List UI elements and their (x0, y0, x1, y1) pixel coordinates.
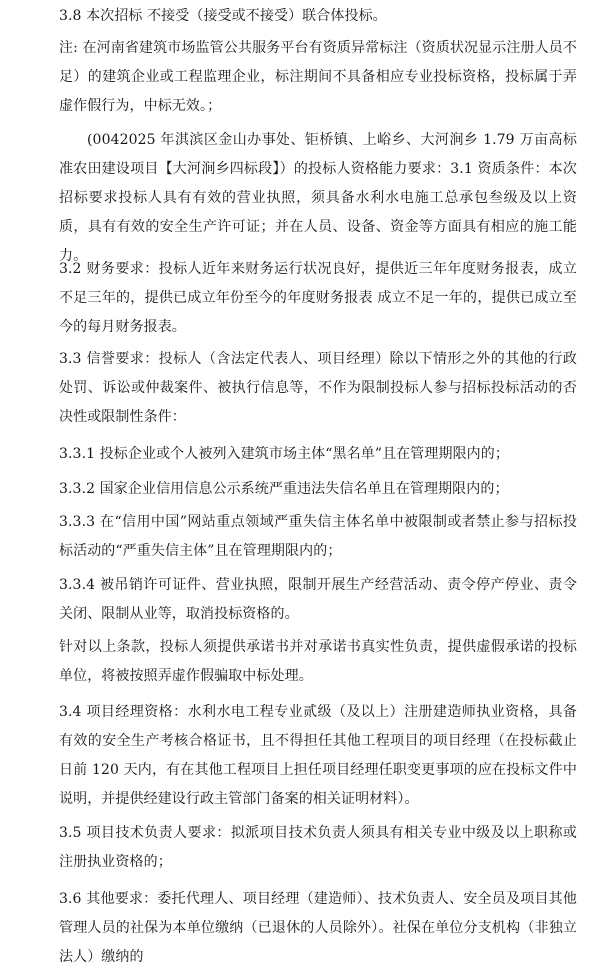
paragraph-text: 3.3.3 在“信用中国”网站重点领域严重失信主体名单中被限制或者禁止参与招标投标活动的“严重失信主体”且在管理期限内的； (59, 514, 577, 559)
paragraph-3-3 (59, 345, 577, 432)
paragraph-text: 3.4 项目经理资格：水利水电工程专业贰级（及以上）注册建造师执业资格，具备有效的安全生产考核合格证书，且不得担任其他工程项目的项目经理（在投标截止日前 120 天内，有在其他工程项目上担任项目经理任职变更事项的应在投标文件中说明，并提供经建设行政主管部门备案的相关证明材料）。 (59, 704, 577, 807)
paragraph-3-8 (59, 2, 577, 31)
paragraph-text: 3.3.2 国家企业信用信息公示系统严重违法失信名单且在管理期限内的； (59, 481, 509, 497)
paragraph-3-4 (59, 698, 577, 814)
paragraph-project-requirements (59, 126, 577, 271)
paragraph-3-3-2 (59, 475, 577, 504)
paragraph-text: (0042025 年淇滨区金山办事处、钜桥镇、上峪乡、大河涧乡 1.79 万亩高标准农田建设项目【大河涧乡四标段】）的投标人资格能力要求：3.1 资质条件：本次招标要求投标人具有有效的营业执照，须具备水利水电施工总承包叁级及以上资质，具有有效的安全生产许可证；并在人员、设备、资金等方面具有相应的施工能力。 (59, 132, 577, 264)
paragraph-text: 3.2 财务要求：投标人近年来财务运行状况良好，提供近三年年度财务报表，成立不足三年的，提供已成立年份至今的年度财务报表 成立不足一年的，提供已成立至今的每月财务报表。 (59, 261, 577, 335)
paragraph-3-6 (59, 885, 577, 972)
paragraph-text: 3.5 项目技术负责人要求：拟派项目技术负责人须具有相关专业中级及以上职称或注册执业资格的； (59, 825, 577, 870)
paragraph-3-5 (59, 819, 577, 877)
paragraph-3-2 (59, 255, 577, 342)
paragraph-text: 3.3.1 投标企业或个人被列入建筑市场主体“黑名单”且在管理期限内的； (59, 446, 509, 462)
paragraph-text: 3.8 本次招标 不接受（接受或不接受）联合体投标。 (59, 8, 387, 24)
paragraph-text: 注: 在河南省建筑市场监管公共服务平台有资质异常标注（资质状况显示注册人员不足）的建筑企业或工程监理企业，标注期间不具备相应专业投标资格，投标属于弄虚作假行为，中标无效。； (59, 40, 577, 114)
paragraph-text: 3.6 其他要求：委托代理人、项目经理（建造师）、技术负责人、安全员及项目其他管理人员的社保为本单位缴纳（已退休的人员除外）。社保在单位分支机构（非独立法人）缴纳的 (59, 891, 577, 965)
paragraph-commitment (59, 633, 577, 691)
paragraph-text: 3.3 信誉要求：投标人（含法定代表人、项目经理）除以下情形之外的其他的行政处罚、诉讼或仲裁案件、被执行信息等，不作为限制投标人参与招标投标活动的否决性或限制性条件： (59, 351, 577, 425)
paragraph-3-3-4 (59, 571, 577, 629)
paragraph-3-3-1 (59, 440, 577, 469)
paragraph-text: 3.3.4 被吊销许可证件、营业执照，限制开展生产经营活动、责令停产停业、责令关闭、限制从业等，取消投标资格的。 (59, 577, 577, 622)
paragraph-text: 针对以上条款，投标人须提供承诺书并对承诺书真实性负责，提供虚假承诺的投标单位，将被按照弄虚作假骗取中标处理。 (59, 639, 577, 684)
paragraph-note (59, 34, 577, 121)
paragraph-3-3-3 (59, 508, 577, 566)
